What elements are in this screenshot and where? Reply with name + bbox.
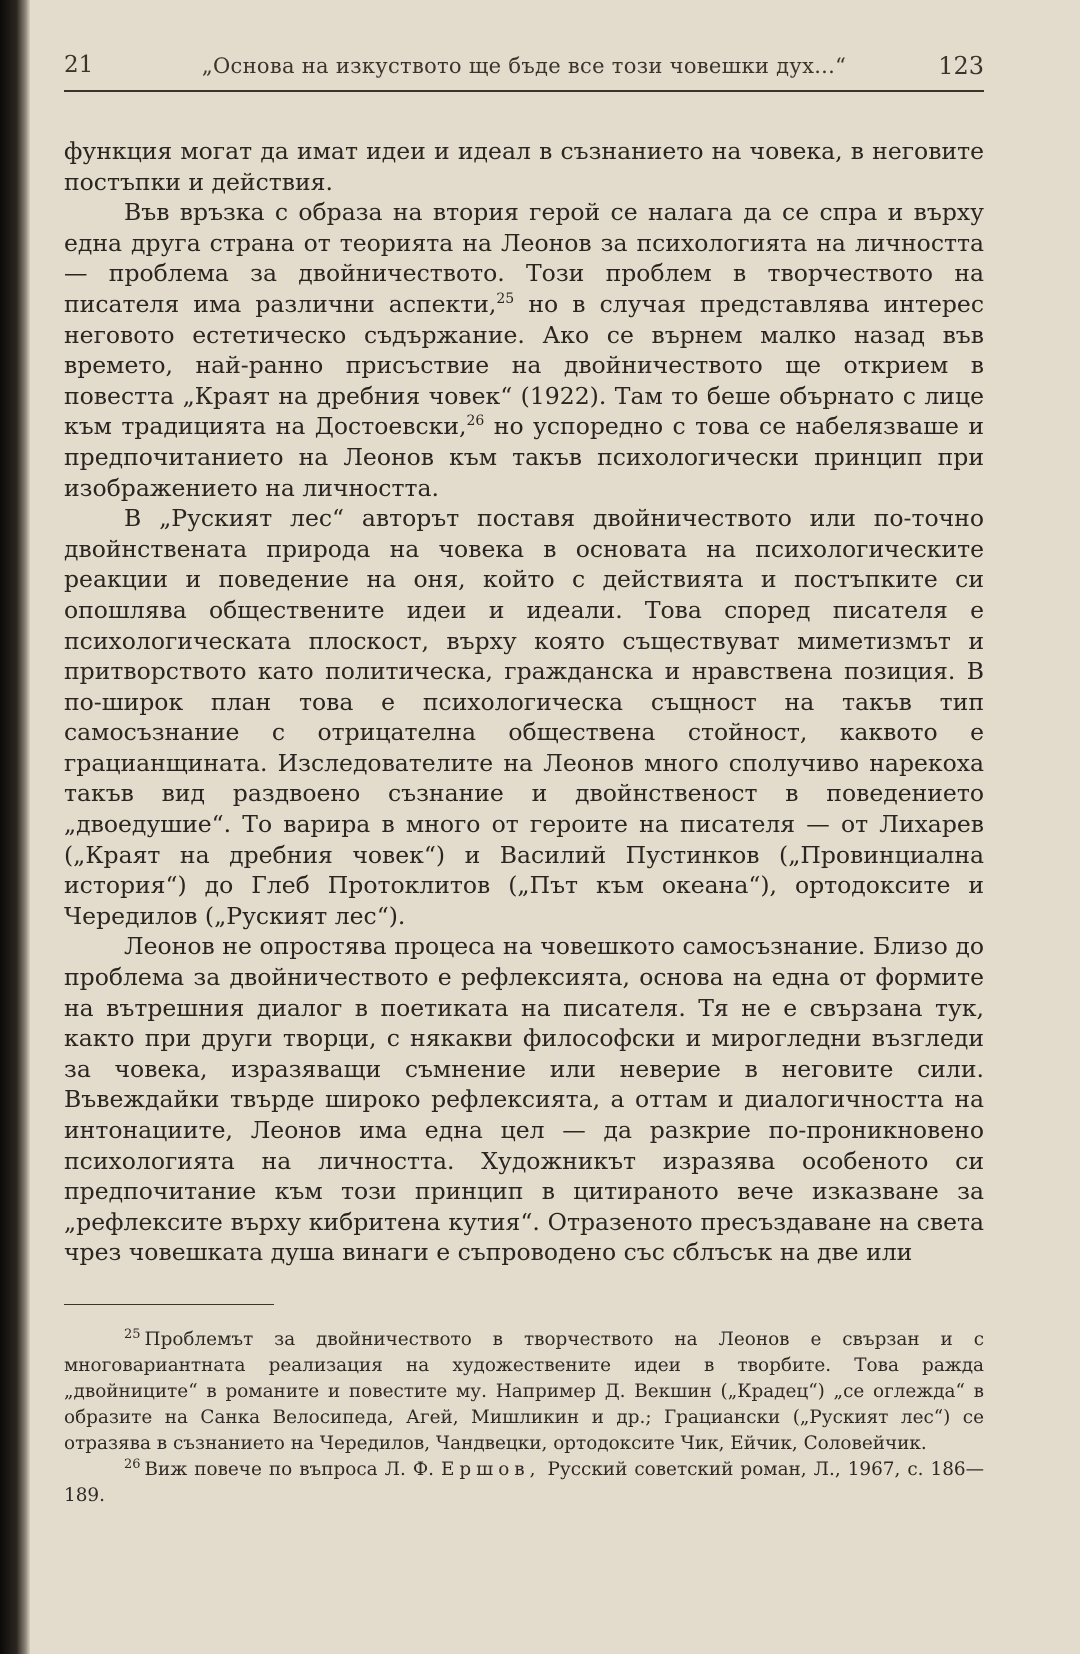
- footnote-26-number: 26: [124, 1456, 141, 1472]
- main-text: [64, 136, 984, 1268]
- running-header: [64, 52, 984, 96]
- paragraph-2-part-b: но в случая представлява интерес неговото естетическо съдържание. Ако се върнем малко назад във времето, най-ранно присъствие на двойничеството ще открием в повестта „Краят на дребния човек“ (1922). Там то беше обърнато с лице към традицията на Достоевски,: [64, 289, 984, 441]
- chapter-number: 21: [64, 52, 94, 78]
- paragraph-2-part-a: Във връзка с образа на втория герой се налага да се спра и върху една друга страна от теорията на Леонов за психологията на личността — проблема за двойничеството. Този проблем в творчеството на писателя има различни аспекти,: [64, 198, 984, 318]
- paragraph-2-part-c: но успоредно с това се набелязваше и предпочитанието на Леонов към такъв психологически принцип при изображението на личността.: [64, 412, 984, 502]
- paragraph-4: Леонов не опростява процеса на човешкото самосъзнание. Близо до проблема за двойничеството е рефлексията, основа на една от формите на вътрешния диалог в поетиката на писателя. Тя не е свързана тук, както при други творци, с някакви философски и мирогледни възгледи за човека, изразяващи съмнение или неверие в неговите сили. Въвеждайки твърде широко рефлексията, а оттам и диалогичността на интонациите, Леонов има една цел — да разкрие по-проникновено психологията на личността. Художникът изразява особеното си предпочитание към този принцип в цитираното вече изказване за „рефлексите върху кибритена кутия“. Отразеното пресъздаване на света чрез човешката душа винаги е съпроводено със сблъсък на две или: [64, 932, 984, 1267]
- footnote-ref-25: 25: [496, 291, 515, 308]
- running-title: „Основа на изкуството ще бъде все този човешки дух...“: [201, 54, 847, 78]
- footnote-ref-26: 26: [466, 413, 485, 430]
- book-page: [64, 52, 984, 1509]
- footnotes: [64, 1327, 984, 1509]
- header-rule: [64, 90, 984, 92]
- paragraph-3: В „Руският лес“ авторът поставя двойничеството или по-точно двойнствената природа на човека в основата на психологическите реакции и поведение на оня, който с действията и постъпките си опошлява обществените идеи и идеали. Това според писателя е психологическата плоскост, върху която съществуват миметизмът и притворството като политическа, гражданска и нравствена позиция. В по-широк план това е психологическа същност на такъв тип самосъзнание с отрицателна обществена стойност, каквото е грацианщината. Изследователите на Леонов много сполучиво нарекоха такъв вид раздвоено съзнание и двойнственост в поведението „двоедушие“. То варира в много от героите на писателя — от Лихарев („Краят на дребния човек“) и Василий Пустинков („Провинциална история“) до Глеб Протоклитов („Път към океана“), ортодоксите и Чередилов („Руският лес“).: [64, 504, 984, 930]
- paragraph-2: [64, 197, 984, 503]
- footnote-26: [64, 1457, 984, 1509]
- footnote-26-text-a: Виж повече по въпроса Л. Ф.: [144, 1458, 441, 1480]
- page-number: 123: [938, 52, 984, 80]
- footnote-25: [64, 1327, 984, 1457]
- footnote-26-author: Ершов,: [440, 1458, 541, 1480]
- footnote-25-number: 25: [124, 1326, 141, 1342]
- footnote-rule: [64, 1304, 274, 1305]
- footnote-26-text-b: Русский советский роман, Л., 1967, с. 186—189.: [64, 1458, 984, 1506]
- footnote-25-text: Проблемът за двойничеството в творчеството на Леонов е свързан и с многовариантната реализация на художествените идеи в творбите. Това ражда „двойниците“ в романите и повестите му. Например Д. Векшин („Крадец“) „се оглежда“ в образите на Санка Велосипеда, Агей, Мишликин и др.; Грациански („Руският лес“) се отразява в съзнанието на Чередилов, Чандвецки, ортодоксите Чик, Ейчик, Соловейчик.: [64, 1328, 984, 1454]
- paragraph-1: функция могат да имат идеи и идеал в съзнанието на човека, в неговите постъпки и действия.: [64, 137, 984, 196]
- book-spine-shadow: [0, 0, 30, 1654]
